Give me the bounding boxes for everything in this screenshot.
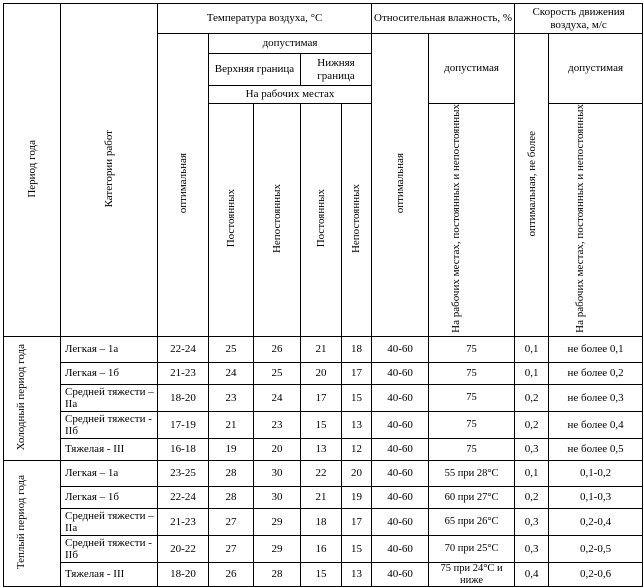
cell-up-np: 20 [254, 438, 301, 460]
cell-hum-opt: 40-60 [372, 562, 429, 586]
cell-spd-opt: 0,1 [515, 460, 549, 486]
cell-lo-p: 20 [301, 362, 342, 384]
period-header-text: Период года [25, 139, 38, 198]
humidity-allowed-header: допустимая [429, 34, 515, 104]
humidity-group-header: Относительная влажность, % [372, 4, 515, 34]
cell-spd-opt: 0,3 [515, 438, 549, 460]
work-category: Тяжелая - III [61, 562, 158, 586]
cell-opt: 21-23 [158, 362, 209, 384]
cell-up-p: 19 [209, 438, 254, 460]
lower-permanent-header [301, 104, 342, 337]
cell-hum-allow: 55 при 28°С [429, 460, 515, 486]
table-row [4, 486, 643, 508]
cell-spd-opt: 0,3 [515, 535, 549, 562]
cell-spd-allow: не более 0,3 [549, 384, 643, 411]
humidity-optimal-text: оптимальная [394, 153, 406, 214]
speed-workplaces-text: На рабочих местах, постоянных и непостоянных [573, 104, 586, 333]
cell-spd-allow: 0,1-0,2 [549, 460, 643, 486]
cell-lo-p: 16 [301, 535, 342, 562]
table-row [4, 562, 643, 586]
cell-hum-allow: 75 [429, 411, 515, 438]
cell-spd-opt: 0,1 [515, 362, 549, 384]
cell-up-np: 23 [254, 411, 301, 438]
cell-lo-np: 13 [342, 562, 372, 586]
category-header-text: Категории работ [102, 129, 115, 208]
microclimate-table [3, 3, 643, 587]
cell-up-np: 29 [254, 535, 301, 562]
cell-up-p: 27 [209, 535, 254, 562]
cell-lo-p: 17 [301, 384, 342, 411]
cell-lo-p: 15 [301, 411, 342, 438]
cell-lo-p: 21 [301, 486, 342, 508]
cell-up-np: 29 [254, 508, 301, 535]
table-row [4, 535, 643, 562]
cell-opt: 22-24 [158, 486, 209, 508]
cell-up-p: 26 [209, 562, 254, 586]
cell-hum-opt: 40-60 [372, 336, 429, 362]
cell-opt: 22-24 [158, 336, 209, 362]
cell-hum-opt: 40-60 [372, 362, 429, 384]
cell-spd-opt: 0,2 [515, 411, 549, 438]
cell-lo-p: 13 [301, 438, 342, 460]
humidity-workplaces-text: На рабочих местах, постоянных и непостоянных [449, 104, 462, 333]
speed-workplaces-header [549, 104, 643, 337]
period-header [4, 4, 61, 337]
cell-opt: 16-18 [158, 438, 209, 460]
cell-opt: 17-19 [158, 411, 209, 438]
humidity-workplaces-header [429, 104, 515, 337]
cell-up-p: 21 [209, 411, 254, 438]
cell-spd-allow: 0,2-0,6 [549, 562, 643, 586]
temp-optimal-text: оптимальная [176, 153, 189, 214]
cell-hum-opt: 40-60 [372, 508, 429, 535]
work-category: Средней тяжести - IIб [61, 535, 158, 562]
lower-bound-header: Нижняя граница [301, 54, 372, 86]
table-row [4, 438, 643, 460]
cell-lo-np: 20 [342, 460, 372, 486]
cell-hum-allow: 70 при 25°С [429, 535, 515, 562]
cell-lo-np: 13 [342, 411, 372, 438]
cell-spd-allow: 0,1-0,3 [549, 486, 643, 508]
cell-opt: 23-25 [158, 460, 209, 486]
cell-lo-np: 17 [342, 508, 372, 535]
cold-period-text: Холодный период года [15, 343, 27, 451]
cell-lo-p: 21 [301, 336, 342, 362]
upper-bound-header: Верхняя граница [209, 54, 301, 86]
work-category: Легкая – 1а [61, 460, 158, 486]
cell-hum-opt: 40-60 [372, 486, 429, 508]
cell-hum-allow: 75 [429, 336, 515, 362]
cell-hum-opt: 40-60 [372, 535, 429, 562]
cell-up-np: 30 [254, 460, 301, 486]
table-row [4, 362, 643, 384]
cell-opt: 20-22 [158, 535, 209, 562]
work-category: Легкая – 1а [61, 336, 158, 362]
cell-lo-np: 17 [342, 362, 372, 384]
temp-allowed-header: допустимая [209, 34, 372, 54]
cell-hum-allow: 75 [429, 438, 515, 460]
temp-optimal-header [158, 34, 209, 337]
work-category: Средней тяжести – IIа [61, 384, 158, 411]
upper-permanent-header [209, 104, 254, 337]
cell-up-np: 26 [254, 336, 301, 362]
cell-spd-opt: 0,2 [515, 384, 549, 411]
cell-spd-allow: не более 0,5 [549, 438, 643, 460]
cold-period-label [4, 336, 61, 460]
cell-spd-allow: не более 0,1 [549, 336, 643, 362]
cell-up-p: 24 [209, 362, 254, 384]
cell-up-np: 25 [254, 362, 301, 384]
cell-spd-allow: не более 0,4 [549, 411, 643, 438]
cell-hum-allow: 75 [429, 384, 515, 411]
cell-opt: 21-23 [158, 508, 209, 535]
cell-hum-allow: 75 [429, 362, 515, 384]
cell-lo-np: 15 [342, 384, 372, 411]
table-row [4, 460, 643, 486]
speed-allowed-header: допустимая [549, 34, 643, 104]
speed-optimal-text: оптимальная, не более [525, 130, 538, 237]
cell-up-np: 30 [254, 486, 301, 508]
speed-group-header: Скорость движения воздуха, м/с [515, 4, 643, 34]
cell-spd-allow: не более 0,2 [549, 362, 643, 384]
cell-lo-np: 18 [342, 336, 372, 362]
cell-spd-allow: 0,2-0,4 [549, 508, 643, 535]
cell-lo-np: 15 [342, 535, 372, 562]
temperature-group-header: Температура воздуха, °С [158, 4, 372, 34]
humidity-optimal-header [372, 34, 429, 337]
upper-non-permanent-text: Непостоянных [270, 183, 283, 253]
cell-hum-opt: 40-60 [372, 460, 429, 486]
cell-spd-allow: 0,2-0,5 [549, 535, 643, 562]
work-category: Легкая – 1б [61, 486, 158, 508]
cell-opt: 18-20 [158, 384, 209, 411]
cell-lo-p: 18 [301, 508, 342, 535]
warm-period-text: Теплый период года [15, 474, 27, 570]
cell-up-p: 23 [209, 384, 254, 411]
cell-hum-opt: 40-60 [372, 438, 429, 460]
cell-hum-allow: 75 при 24°С и ниже [429, 562, 515, 586]
cell-up-np: 24 [254, 384, 301, 411]
upper-permanent-text: Постоянных [224, 189, 237, 248]
cell-hum-opt: 40-60 [372, 411, 429, 438]
cell-opt: 18-20 [158, 562, 209, 586]
cell-hum-opt: 40-60 [372, 384, 429, 411]
lower-non-permanent-header [342, 104, 372, 337]
work-category: Легкая – 1б [61, 362, 158, 384]
lower-permanent-text: Постоянных [314, 189, 327, 248]
work-category: Средней тяжести – IIа [61, 508, 158, 535]
cell-hum-allow: 65 при 26°С [429, 508, 515, 535]
cell-up-p: 28 [209, 486, 254, 508]
warm-period-label [4, 460, 61, 586]
upper-non-permanent-header [254, 104, 301, 337]
work-category: Тяжелая - III [61, 438, 158, 460]
table-row [4, 508, 643, 535]
lower-non-permanent-text: Непостоянных [350, 183, 363, 253]
cell-hum-allow: 60 при 27°С [429, 486, 515, 508]
cell-lo-np: 12 [342, 438, 372, 460]
table-row [4, 411, 643, 438]
cell-lo-p: 22 [301, 460, 342, 486]
at-workplaces-header: На рабочих местах [209, 86, 372, 104]
cell-up-np: 28 [254, 562, 301, 586]
cell-spd-opt: 0,3 [515, 508, 549, 535]
cell-lo-p: 15 [301, 562, 342, 586]
cell-up-p: 28 [209, 460, 254, 486]
table-row [4, 336, 643, 362]
category-header [61, 4, 158, 337]
cell-spd-opt: 0,4 [515, 562, 549, 586]
cell-spd-opt: 0,2 [515, 486, 549, 508]
cell-up-p: 27 [209, 508, 254, 535]
cell-lo-np: 19 [342, 486, 372, 508]
table-row [4, 384, 643, 411]
cell-up-p: 25 [209, 336, 254, 362]
speed-optimal-header [515, 34, 549, 337]
work-category: Средней тяжести - IIб [61, 411, 158, 438]
cell-spd-opt: 0,1 [515, 336, 549, 362]
